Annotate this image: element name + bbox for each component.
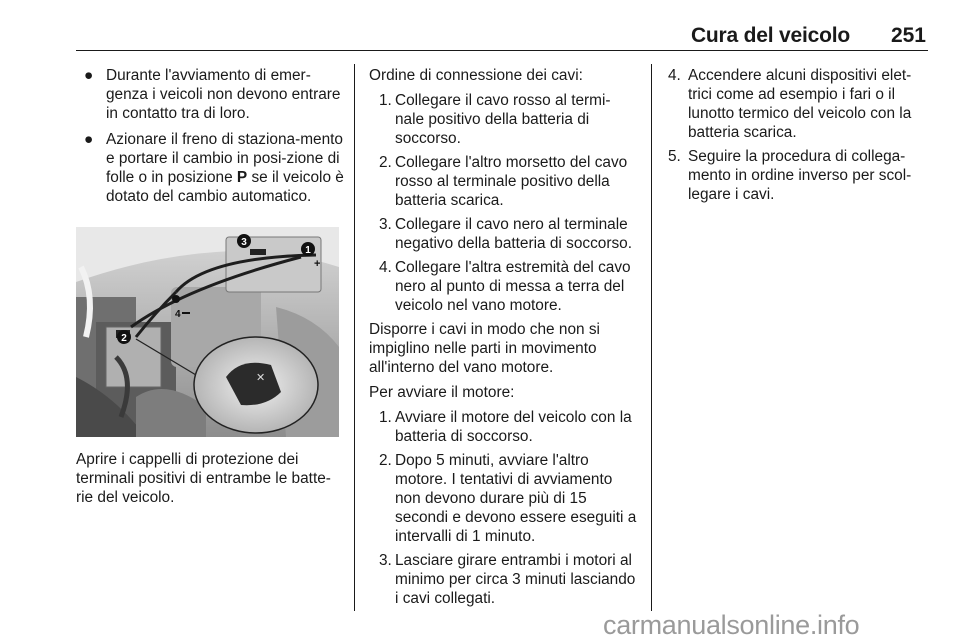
list-item: 3. Lasciare girare entrambi i motori al minimo per circa 3 minuti lasciando i cavi collegati. (379, 552, 636, 607)
bullet-item (76, 130, 346, 206)
callout-label (301, 242, 315, 256)
list-item: 1. Avviare il motore del veicolo con la batteria di soccorso. (379, 409, 632, 445)
bullet-icon: ● (84, 67, 94, 84)
bullet-list (76, 66, 346, 206)
bullet-item (76, 66, 346, 123)
list-item: 3. Collegare il cavo nero al terminale negativo della batteria di soccorso. (379, 216, 632, 252)
svg-text:2: 2 (121, 333, 127, 344)
connection-steps (369, 91, 637, 315)
gear-position-p: P (236, 169, 248, 186)
final-steps (668, 66, 930, 204)
connection-intro: Ordine di connessione dei cavi: (369, 67, 583, 84)
column-3 (668, 66, 930, 209)
svg-text:1: 1 (305, 245, 311, 256)
jump-start-illustration (76, 227, 339, 437)
column-divider (651, 64, 652, 611)
list-item: 4. Accendere alcuni dispositivi elet-trici come ad esempio i fari o il lunotto termico del veicolo con la batteria scarica. (668, 67, 912, 141)
cable-routing-note: Disporre i cavi in modo che non si impiglino nelle parti in movimento all'interno del vano motore. (369, 321, 600, 376)
bullet-text: Azionare il freno di staziona-mento e portare il cambio in posi-zione di folle o in posizione (106, 131, 343, 186)
column-1 (76, 66, 346, 213)
list-item: 2. Collegare l'altro morsetto del cavo rosso al terminale positivo della batteria scarica. (379, 154, 628, 209)
bullet-text: Durante l'avviamento di emer-genza i veicoli non devono entrare in contatto tra di loro. (106, 67, 341, 122)
start-engine-intro: Per avviare il motore: (369, 384, 515, 401)
column-2 (369, 66, 637, 613)
column-divider (354, 64, 355, 611)
list-item: 1. Collegare il cavo rosso al termi-nale positivo della batteria di soccorso. (379, 92, 611, 147)
page-number: 251 (890, 24, 926, 47)
list-item: 5. Seguire la procedura di collega-mento in ordine inverso per scol-legare i cavi. (668, 148, 912, 203)
section-title: Cura del veicolo (690, 24, 850, 47)
watermark: carmanualsonline.info (603, 610, 860, 640)
list-item: 4. Collegare l'altra estremità del cavo nero al punto di messa a terra del veicolo nel vano motore. (379, 259, 631, 314)
bullet-icon: ● (84, 131, 94, 148)
svg-text:4: 4 (175, 309, 181, 320)
svg-text:+: + (314, 258, 321, 270)
figure-caption: Aprire i cappelli di protezione dei terminali positivi di entrambe le batte-rie del veicolo. (76, 451, 331, 506)
callout-label (117, 330, 131, 344)
bullet-text: se il veicolo è dotato del cambio automatico. (106, 169, 344, 205)
callout-label (237, 234, 251, 248)
list-item: 2. Dopo 5 minuti, avviare l'altro motore. I tentativi di avviamento non devono durare più di 15 secondi e devono essere eseguiti a intervalli di 1 minuto. (379, 452, 637, 545)
page-header (76, 0, 928, 51)
svg-text:✕: ✕ (256, 372, 266, 384)
engine-bay-image (76, 227, 339, 437)
start-steps (369, 408, 637, 608)
svg-text:3: 3 (241, 237, 247, 248)
